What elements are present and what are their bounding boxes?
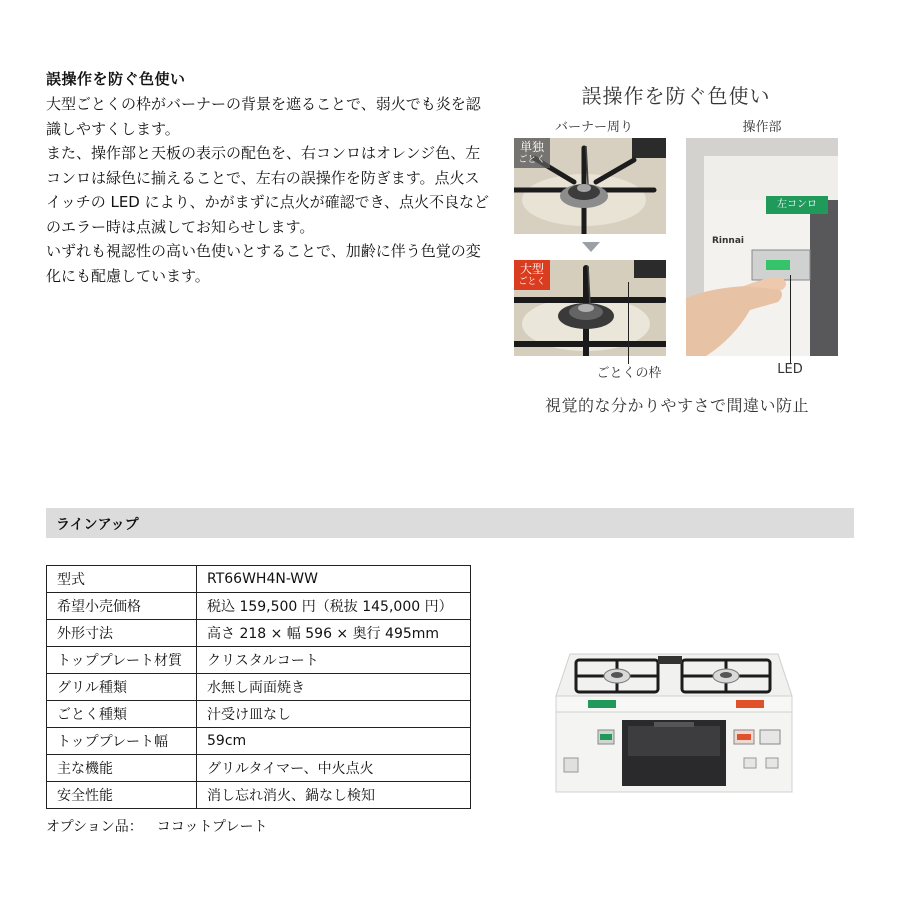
figure-title: 誤操作を防ぐ色使い <box>581 84 771 108</box>
spec-value: RT66WH4N-WW <box>197 566 471 593</box>
spec-label: トッププレート材質 <box>47 647 197 674</box>
arrow-down-icon <box>582 242 600 252</box>
feature-heading: 誤操作を防ぐ色使い <box>46 70 186 88</box>
feature-paragraph-3: いずれも視認性の高い色使いとすることで、加齢に伴う色覚の変化にも配慮しています。 <box>46 242 481 285</box>
left-burner-badge: 左コンロ <box>766 196 828 214</box>
spec-label: 型式 <box>47 566 197 593</box>
photo-control-panel <box>686 138 838 356</box>
control-panel-illustration <box>686 138 838 356</box>
tag-large-text: 大型 <box>519 262 544 276</box>
tag-single-subtext: ごとく <box>518 155 546 165</box>
leader-line-gotoku <box>628 282 629 364</box>
table-row <box>47 728 471 755</box>
option-value: ココットプレート <box>156 819 268 835</box>
photo-large-trivet <box>514 260 666 356</box>
brand-logo: Rinnai <box>712 236 744 246</box>
leader-line-led <box>790 275 791 364</box>
callout-led: LED <box>777 362 803 377</box>
spec-value: 高さ 218 × 幅 596 × 奥行 495mm <box>197 620 471 647</box>
spec-value: 消し忘れ消火、鍋なし検知 <box>197 782 471 809</box>
tag-large-trivet <box>514 260 550 290</box>
spec-value: クリスタルコート <box>197 647 471 674</box>
table-row <box>47 593 471 620</box>
label-control-panel: 操作部 <box>742 120 782 135</box>
table-row <box>47 647 471 674</box>
spec-label: 希望小売価格 <box>47 593 197 620</box>
spec-label: トッププレート幅 <box>47 728 197 755</box>
gas-stove-illustration <box>554 646 794 796</box>
spec-value: 水無し両面焼き <box>197 674 471 701</box>
table-row <box>47 620 471 647</box>
spec-value: 税込 159,500 円（税抜 145,000 円） <box>197 593 471 620</box>
feature-paragraph-2: また、操作部と天板の表示の配色を、右コンロはオレンジ色、左コンロは緑色に揃えることで、左右の誤操作を防ぎます。点火スイッチの LED により、かがまずに点火が確認でき、点火不良などのエラー時は点滅してお知らせします。 <box>46 144 490 236</box>
spec-value: グリルタイマー、中火点火 <box>197 755 471 782</box>
figure-caption: 視覚的な分かりやすさで間違い防止 <box>544 396 809 415</box>
spec-label: グリル種類 <box>47 674 197 701</box>
tag-single-text: 単独 <box>519 140 544 154</box>
option-line <box>46 816 268 836</box>
table-row <box>47 701 471 728</box>
spec-label: ごとく種類 <box>47 701 197 728</box>
spec-value: 汁受け皿なし <box>197 701 471 728</box>
feature-paragraph-1: 大型ごとくの枠がバーナーの背景を遮ることで、弱火でも炎を認識しやすくします。 <box>46 95 481 138</box>
feature-body <box>46 92 494 288</box>
label-burner-area: バーナー周り <box>554 120 633 135</box>
spec-label: 外形寸法 <box>47 620 197 647</box>
spec-label: 主な機能 <box>47 755 197 782</box>
lineup-section-bar <box>46 508 854 538</box>
spec-value: 59cm <box>197 728 471 755</box>
table-row <box>47 755 471 782</box>
product-image <box>554 646 794 796</box>
photo-single-trivet <box>514 138 666 234</box>
table-row <box>47 566 471 593</box>
tag-single-trivet <box>514 138 550 168</box>
tag-large-subtext: ごとく <box>518 277 546 287</box>
callout-gotoku-frame: ごとくの枠 <box>596 366 662 381</box>
table-row <box>47 674 471 701</box>
lineup-title: ラインアップ <box>56 517 139 533</box>
option-label: オプション品： <box>46 819 143 835</box>
spec-label: 安全性能 <box>47 782 197 809</box>
spec-table <box>46 565 471 809</box>
table-row <box>47 782 471 809</box>
